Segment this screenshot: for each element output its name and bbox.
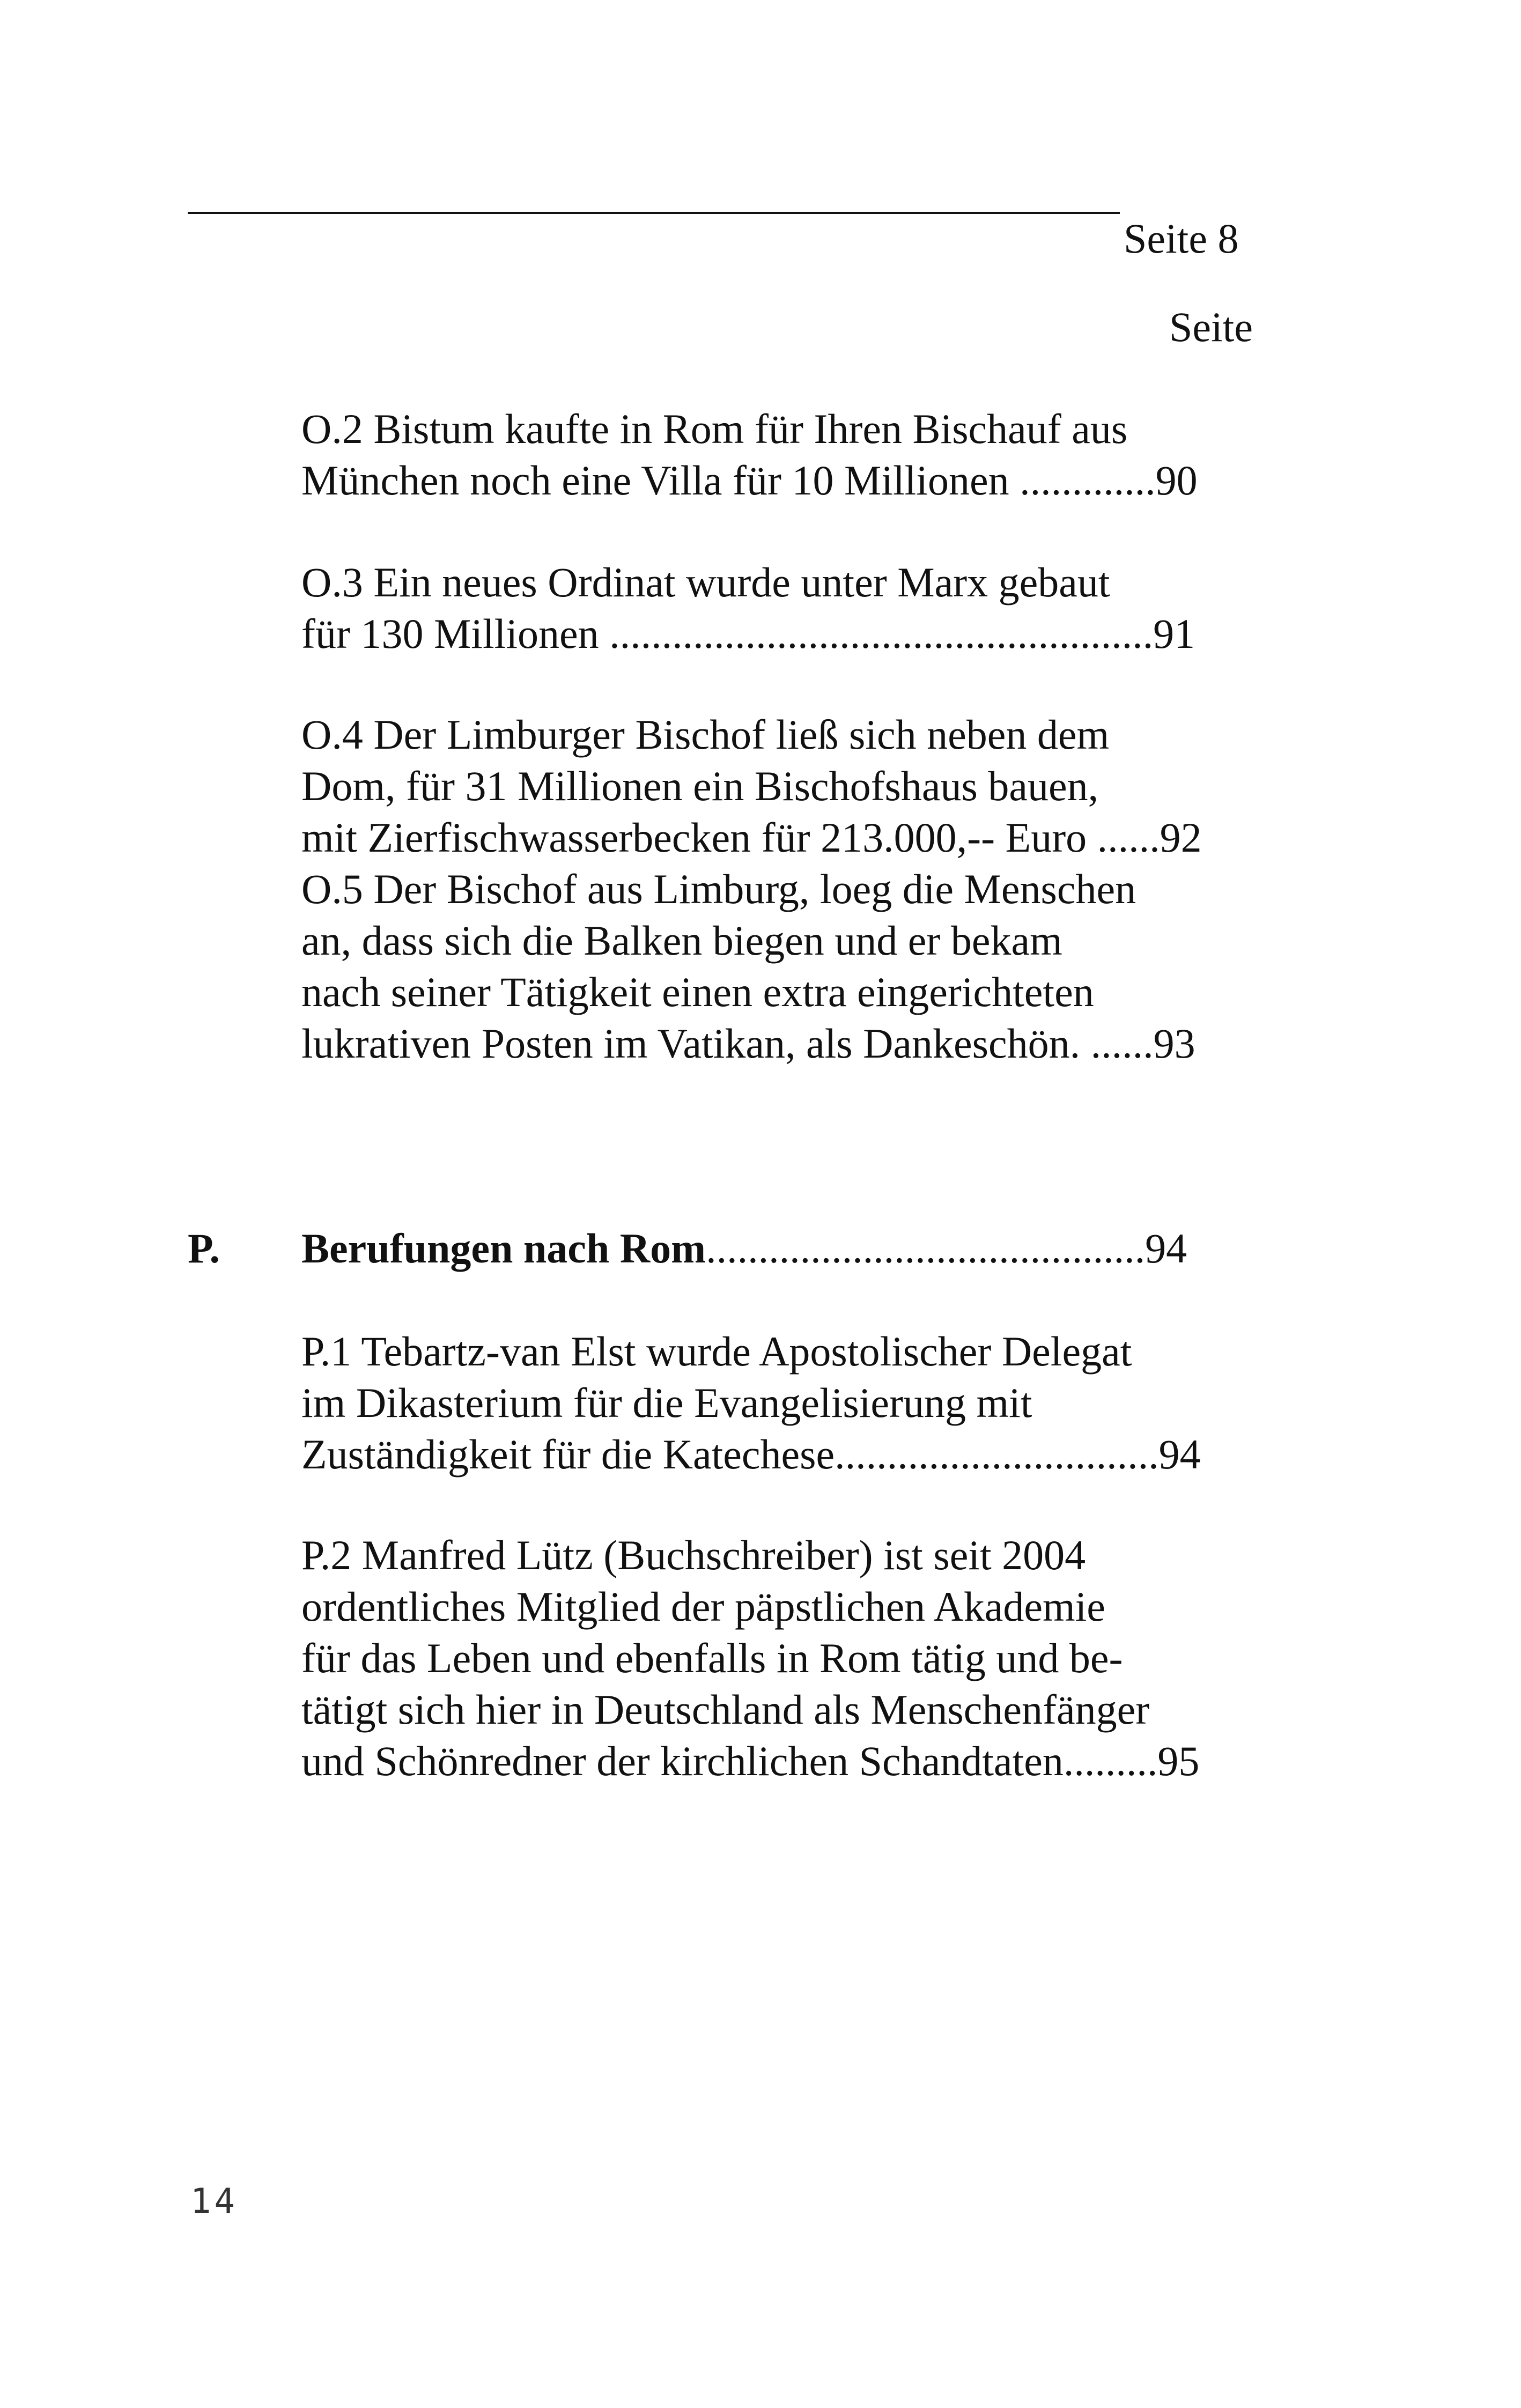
toc-line: für das Leben und ebenfalls in Rom tätig und be- bbox=[301, 1635, 1123, 1681]
toc-line: und Schönredner der kirchlichen Schandtaten.........95 bbox=[301, 1738, 1200, 1784]
section-leader: ..........................................94 bbox=[706, 1225, 1187, 1272]
toc-line: O.5 Der Bischof aus Limburg, loeg die Menschen bbox=[301, 866, 1136, 912]
toc-line: für 130 Millionen ....................................................91 bbox=[301, 610, 1195, 657]
toc-line: tätigt sich hier in Deutschland als Menschenfänger bbox=[301, 1686, 1150, 1733]
page-number: 14 bbox=[190, 2182, 239, 2221]
toc-entry-p1 bbox=[301, 1326, 1201, 1480]
toc-entry-o4-o5 bbox=[301, 709, 1202, 1069]
toc-line: Dom, für 31 Millionen ein Bischofshaus bauen, bbox=[301, 763, 1099, 809]
page-column-label: Seite bbox=[1169, 304, 1253, 350]
toc-line: ordentliches Mitglied der päpstlichen Akademie bbox=[301, 1583, 1105, 1630]
toc-line: an, dass sich die Balken biegen und er bekam bbox=[301, 917, 1062, 964]
toc-line: P.2 Manfred Lütz (Buchschreiber) ist seit 2004 bbox=[301, 1532, 1086, 1578]
header-rule bbox=[188, 212, 1120, 214]
toc-line: O.3 Ein neues Ordinat wurde unter Marx gebaut bbox=[301, 559, 1110, 605]
toc-line: O.2 Bistum kaufte in Rom für Ihren Bischauf aus bbox=[301, 405, 1128, 452]
toc-line: nach seiner Tätigkeit einen extra eingerichteten bbox=[301, 969, 1094, 1015]
toc-line: O.4 Der Limburger Bischof ließ sich neben dem bbox=[301, 711, 1110, 758]
toc-line: lukrativen Posten im Vatikan, als Dankeschön. ......93 bbox=[301, 1020, 1195, 1067]
toc-line: mit Zierfischwasserbecken für 213.000,-- Euro ......92 bbox=[301, 814, 1202, 861]
toc-entry-o2 bbox=[301, 403, 1198, 506]
toc-line: im Dikasterium für die Evangelisierung mit bbox=[301, 1379, 1032, 1426]
section-letter: P. bbox=[188, 1225, 220, 1272]
toc-entry-p2 bbox=[301, 1530, 1199, 1787]
toc-line: München noch eine Villa für 10 Millionen .............90 bbox=[301, 457, 1198, 504]
toc-line: Zuständigkeit für die Katechese...............................94 bbox=[301, 1431, 1201, 1478]
section-title: Berufungen nach Rom bbox=[301, 1225, 706, 1272]
section-heading bbox=[301, 1223, 1187, 1274]
toc-line: P.1 Tebartz-van Elst wurde Apostolischer Delegat bbox=[301, 1328, 1132, 1375]
running-header: Seite 8 bbox=[1124, 215, 1239, 262]
toc-entry-o3 bbox=[301, 557, 1195, 660]
